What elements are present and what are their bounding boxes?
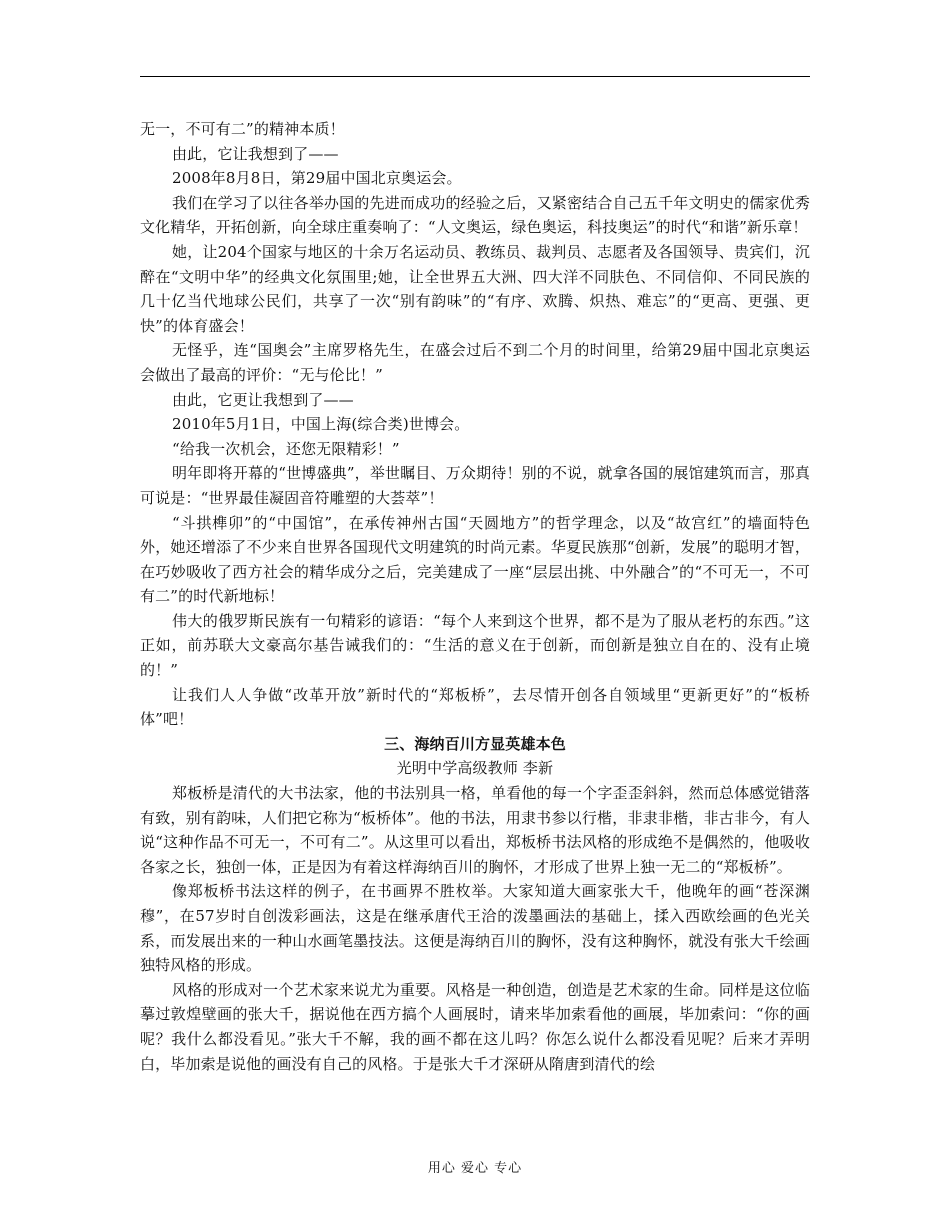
author-line: 光明中学高级教师 李新 (396, 759, 554, 778)
paragraph: 无一，不可有二”的精神本质！ (140, 120, 345, 138)
paragraph: 像郑板桥书法这样的例子，在书画界不胜枚举。大家知道大画家张大千，他晚年的画“苍深渊穆”，在57岁时自创泼彩画法，这是在继承唐代王洽的泼墨画法的基础上，揉入西欧绘画的色光关系，而发展出来的一种山水画笔墨技法。这便是海纳百川的胸怀，没有这种胸怀，就没有张大千绘画独特风格的形成。 (140, 882, 810, 975)
header-rule (140, 76, 810, 77)
paragraph: 由此，它让我想到了—— (172, 144, 339, 163)
document-body (140, 117, 810, 1076)
section-heading: 三、海纳百川方显英雄本色 (384, 734, 566, 753)
paragraph: 无怪乎，连“国奥会”主席罗格先生，在盛会过后不到二个月的时间里，给第29届中国北京奥运会做出了最高的评价：“无与伦比！” (140, 341, 810, 384)
paragraph: 郑板桥是清代的大书法家，他的书法别具一格，单看他的每一个字歪歪斜斜，然而总体感觉错落有致，别有韵味，人们把它称为“板桥体”。他的书法，用隶书参以行楷，非隶非楷，非古非今，有人说“这种作品不可无一，不可有二”。从这里可以看出，郑板桥书法风格的形成绝不是偶然的，他吸收各家之长，独创一体，正是因为有着这样海纳百川的胸怀，才形成了世界上独一无二的“郑板桥”。 (140, 784, 810, 876)
paragraph: 伟大的俄罗斯民族有一句精彩的谚语：“每个人来到这个世界，都不是为了服从老朽的东西。”这正如，前苏联大文豪高尔基告诫我们的：“生活的意义在于创新，而创新是独立自在的、没有止境的！” (140, 611, 810, 680)
paragraph: 风格的形成对一个艺术家来说尤为重要。风格是一种创造，创造是艺术家的生命。同样是这位临摹过敦煌壁画的张大千，据说他在西方搞个人画展时，请来毕加索看他的画展，毕加索问：“你的画呢？我什么都没看见。”张大千不解，我的画不都在这儿吗？你怎么说什么都没看见呢？后来才弄明白，毕加索是说他的画没有自己的风格。于是张大千才深研从隋唐到清代的绘 (140, 980, 810, 1073)
paragraph: 让我们人人争做“改革开放”新时代的“郑板桥”，去尽情开创各自领域里“更新更好”的“板桥体”吧！ (140, 685, 810, 729)
paragraph: 明年即将开幕的“世博盛典”，举世瞩目、万众期待！别的不说，就拿各国的展馆建筑而言，那真可说是：“世界最佳凝固音符雕塑的大荟萃”！ (140, 464, 810, 507)
page-footer: 用心 爱心 专心 (427, 1161, 523, 1176)
paragraph: “给我一次机会，还您无限精彩！” (172, 439, 400, 458)
paragraph: 她，让204个国家与地区的十余万名运动员、教练员、裁判员、志愿者及各国领导、贵宾们，沉醉在“文明中华”的经典文化氛围里;她，让全世界五大洲、四大洋不同肤色、不同信仰、不同民族的几十亿当代地球公民们，共享了一次“别有韵味”的“有序、欢腾、炽热、难忘”的“更高、更强、更快”的体育盛会！ (140, 242, 810, 335)
paragraph: “斗拱榫卯”的“中国馆”，在承传神州古国“天圆地方”的哲学理念，以及“故宫红”的墙面特色外，她还增添了不少来自世界各国现代文明建筑的时尚元素。华夏民族那“创新，发展”的聪明才智，在巧妙吸收了西方社会的精华成分之后，完美建成了一座“层层出挑、中外融合”的“不可无一，不可有二”的时代新地标！ (140, 513, 810, 606)
paragraph: 由此，它更让我想到了—— (172, 390, 354, 409)
paragraph: 2010年5月1日，中国上海(综合类)世博会。 (172, 415, 470, 434)
paragraph: 2008年8月8日，第29届中国北京奥运会。 (172, 169, 462, 188)
paragraph: 我们在学习了以往各举办国的先进而成功的经验之后，又紧密结合自己五千年文明史的儒家优秀文化精华，开拓创新，向全球庄重奏响了：“人文奥运，绿色奥运，科技奥运”的时代“和谐”新乐章！ (140, 193, 810, 237)
